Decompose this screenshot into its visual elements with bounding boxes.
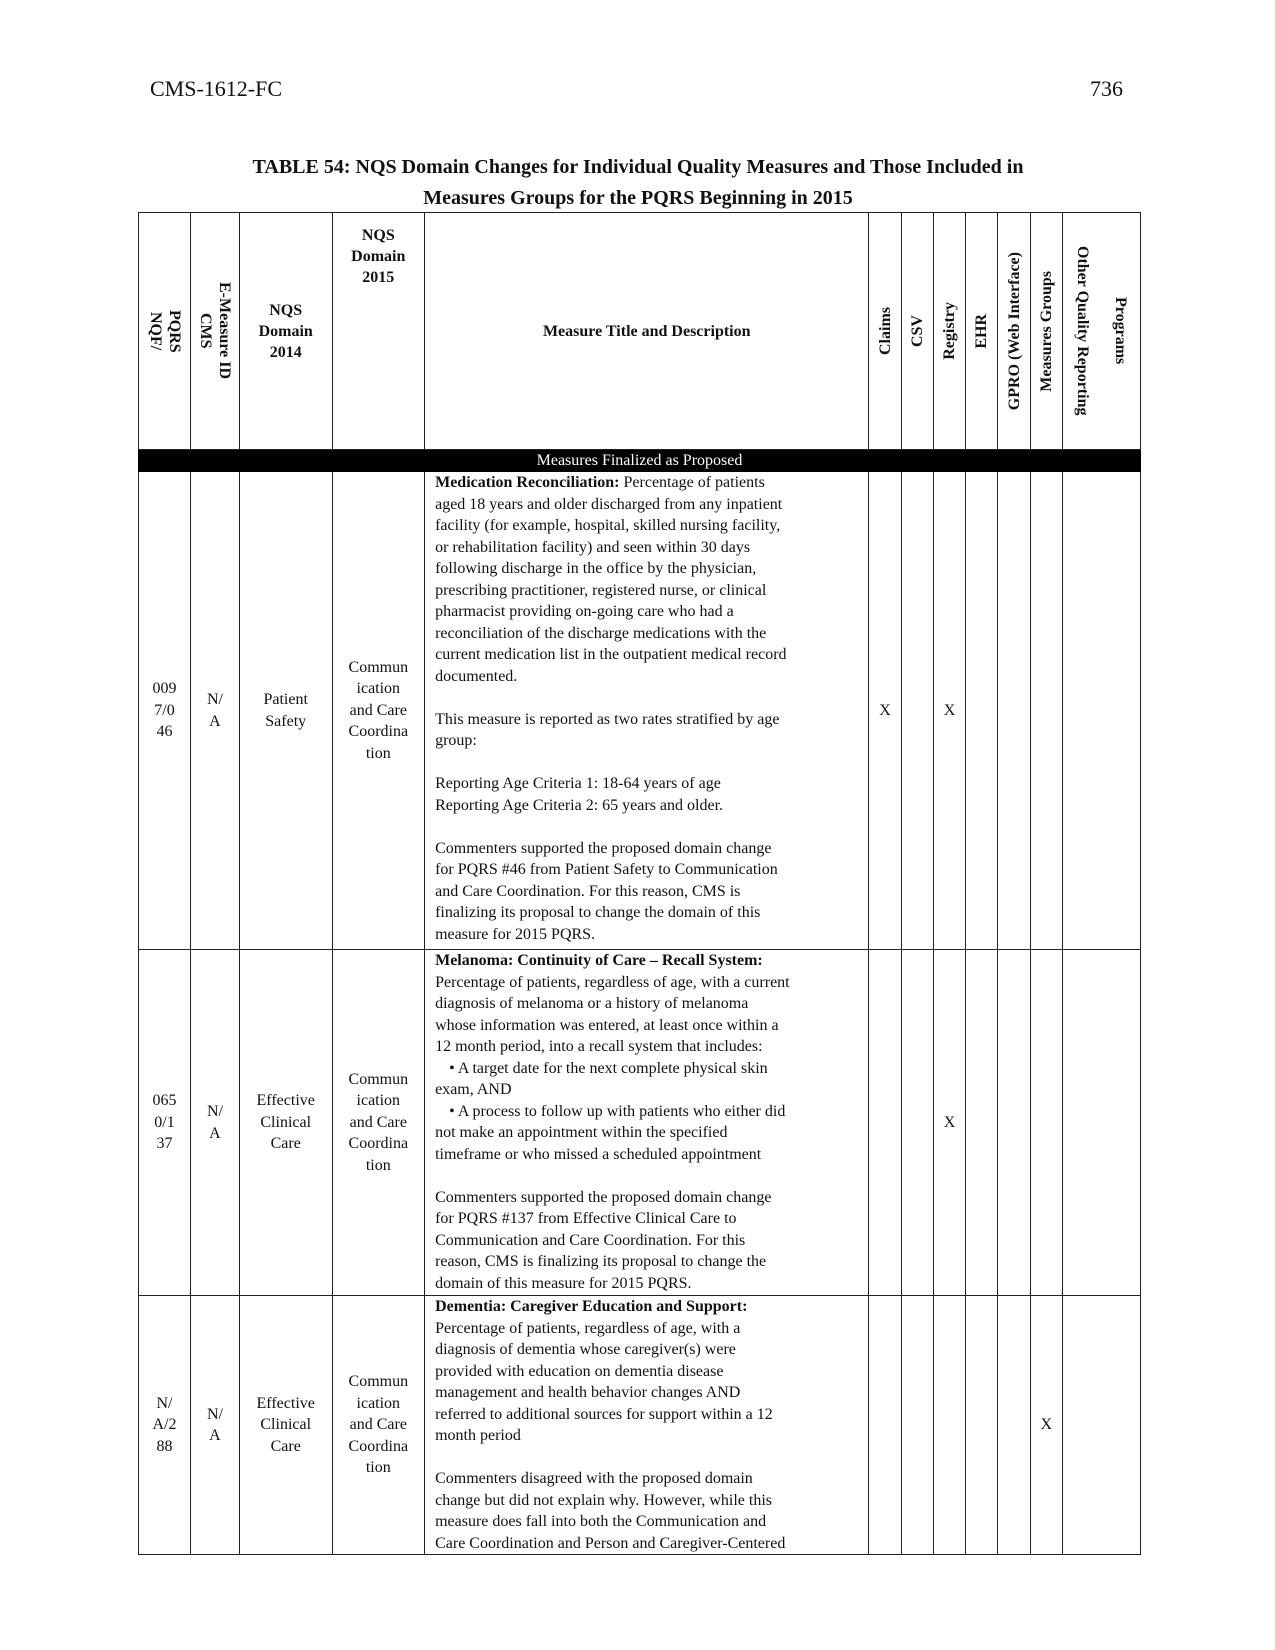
mark-registry: X (933, 472, 965, 950)
domain-2014-cell: Patient Safety (239, 472, 332, 950)
table-row (139, 1296, 1141, 1555)
domain-2014-cell: Effective Clinical Care (239, 1296, 332, 1555)
table-title-line-2: Measures Groups for the PQRS Beginning in 2015 (423, 187, 853, 209)
nqf-pqrs-cell: N/ A/2 88 (139, 1296, 191, 1555)
document-id: CMS-1612-FC (150, 76, 283, 101)
col-gpro: GPRO (Web Interface) (998, 213, 1030, 450)
mark-csv (901, 472, 933, 950)
mark-ehr (966, 950, 998, 1296)
col-measures-groups: Measures Groups (1030, 213, 1062, 450)
mark-claims (869, 950, 901, 1296)
header-row (139, 213, 1141, 450)
measures-table (138, 212, 1141, 1555)
table-row (139, 472, 1141, 950)
mark-registry: X (933, 950, 965, 1296)
section-row (139, 450, 1141, 472)
col-measure-title: Measure Title and Description (425, 213, 869, 450)
measure-title: Melanoma: Continuity of Care – Recall System: (435, 952, 763, 969)
col-ehr: EHR (966, 213, 998, 450)
table-title (138, 152, 1138, 214)
mark-csv (901, 950, 933, 1296)
col-other-programs: Other Quality Reporting Programs (1062, 213, 1140, 450)
measure-title: Dementia: Caregiver Education and Support: (435, 1298, 748, 1315)
mark-registry (933, 1296, 965, 1555)
col-claims: Claims (869, 213, 901, 450)
mark-gpro (998, 472, 1030, 950)
mark-ehr (966, 1296, 998, 1555)
mark-ehr (966, 472, 998, 950)
mark-gpro (998, 950, 1030, 1296)
domain-2015-cell: Commun ication and Care Coordina tion (332, 950, 425, 1296)
col-csv: CSV (901, 213, 933, 450)
section-label: Measures Finalized as Proposed (139, 450, 1141, 472)
mark-groups (1030, 472, 1062, 950)
domain-2015-cell: Commun ication and Care Coordina tion (332, 1296, 425, 1555)
domain-2015-cell: Commun ication and Care Coordina tion (332, 472, 425, 950)
domain-2014-cell: Effective Clinical Care (239, 950, 332, 1296)
mark-other (1062, 1296, 1140, 1555)
measure-description: Dementia: Caregiver Education and Support: Percentage of patients, regardless of age, with a diagnosis of dementia whose caregiver(s) were provided with education on dementia disease management and health behavior changes AND referred to additional sources for support within a 12 month period Commenters disagreed with the proposed domain change but did not explain why. However, while this measure does fall into both the Communication and Care Coordination and Person and Caregiver-Centered (425, 1296, 869, 1555)
mark-other (1062, 950, 1140, 1296)
measure-description: Medication Reconciliation: Percentage of patients aged 18 years and older discharged from any inpatient facility (for example, hospital, skilled nursing facility, or rehabilitation facility) and seen within 30 days following discharge in the office by the physician, prescribing practitioner, registered nurse, or clinical pharmacist providing on-going care who had a reconciliation of the discharge medications with the current medication list in the outpatient medical record documented. This measure is reported as two rates stratified by age group: Reporting Age Criteria 1: 18-64 years of age Reporting Age Criteria 2: 65 years and older. Commenters supported the proposed domain change for PQRS #46 from Patient Safety to Communication and Care Coordination. For this reason, CMS is finalizing its proposal to change the domain of this measure for 2015 PQRS. (425, 472, 869, 950)
measure-title: Medication Reconciliation: (435, 474, 620, 491)
mark-csv (901, 1296, 933, 1555)
mark-claims (869, 1296, 901, 1555)
mark-gpro (998, 1296, 1030, 1555)
nqf-pqrs-cell: 065 0/1 37 (139, 950, 191, 1296)
nqf-pqrs-cell: 009 7/0 46 (139, 472, 191, 950)
col-registry: Registry (933, 213, 965, 450)
col-nqs-domain-2014: NQS Domain 2014 (239, 213, 332, 450)
mark-groups (1030, 950, 1062, 1296)
cms-id-cell: N/ A (191, 472, 240, 950)
page-number: 736 (1090, 76, 1123, 101)
col-nqs-domain-2015: NQS Domain 2015 (332, 213, 425, 450)
mark-claims: X (869, 472, 901, 950)
col-cms-emeasure-id: CMS E-Measure ID (191, 213, 240, 450)
mark-groups: X (1030, 1296, 1062, 1555)
cms-id-cell: N/ A (191, 1296, 240, 1555)
cms-id-cell: N/ A (191, 950, 240, 1296)
table-title-line-1: TABLE 54: NQS Domain Changes for Individual Quality Measures and Those Included in (252, 156, 1024, 178)
measure-description: Melanoma: Continuity of Care – Recall System: Percentage of patients, regardless of age, with a current diagnosis of melanoma or a history of melanoma whose information was entered, at least once within a 12 month period, into a recall system that includes: • A target date for the next complete physical skin exam, AND • A process to follow up with patients who either did not make an appointment within the specified timeframe or who missed a scheduled appointment Commenters supported the proposed domain change for PQRS #137 from Effective Clinical Care to Communication and Care Coordination. For this reason, CMS is finalizing its proposal to change the domain of this measure for 2015 PQRS. (425, 950, 869, 1296)
table-row (139, 950, 1141, 1296)
mark-other (1062, 472, 1140, 950)
col-nqf-pqrs: NQF/ PQRS (139, 213, 191, 450)
